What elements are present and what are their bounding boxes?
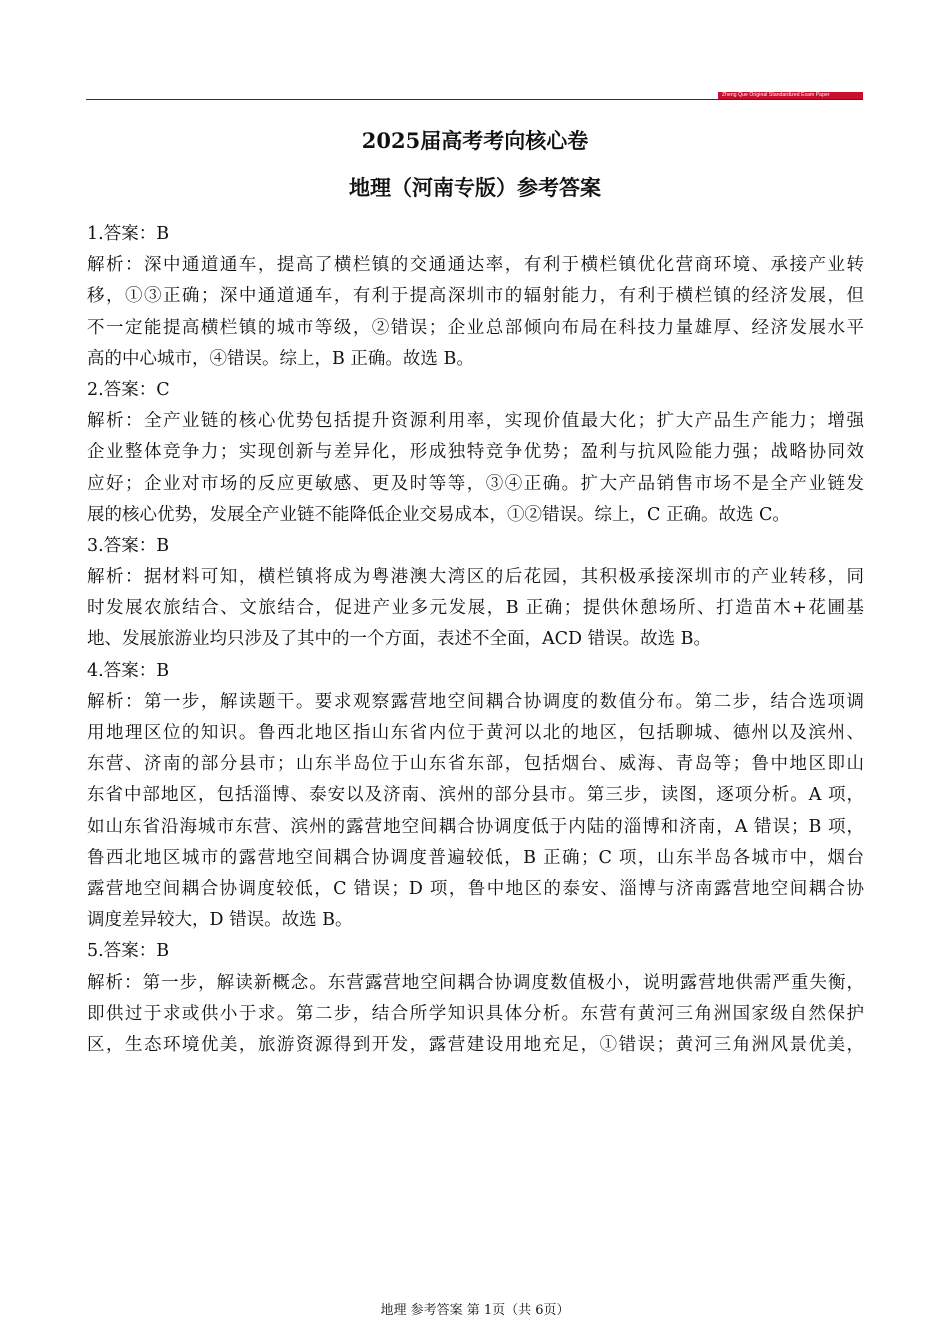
- text-line: 东省中部地区，包括淄博、泰安以及济南、滨州的部分县市。第三步，读图，逐项分析。A 项，: [87, 785, 864, 806]
- answer-body: [87, 219, 864, 1061]
- text-line: 调度差异较大，D 错误。故选 B。: [87, 910, 353, 931]
- page-footer: 地理 参考答案 第 1页（共 6页）: [380, 1303, 570, 1318]
- header-rule: [86, 99, 863, 100]
- text-line: 解析：第一步，解读题干。要求观察露营地空间耦合协调度的数值分布。第二步，结合选项调: [87, 691, 864, 712]
- answer-heading-4: 4.答案：B: [87, 660, 170, 681]
- answer-heading-2: 2.答案：C: [87, 379, 170, 400]
- text-line: 解析：深中通道通车，提高了横栏镇的交通通达率，有利于横栏镇优化营商环境、承接产业转: [87, 255, 864, 276]
- text-line: 解析：第一步，解读新概念。东营露营地空间耦合协调度数值极小，说明露营地供需严重失衡，: [87, 972, 864, 993]
- answer-heading-5: 5.答案：B: [87, 941, 170, 962]
- text-line: 移，①③正确；深中通道通车，有利于提高深圳市的辐射能力，有利于横栏镇的经济发展，但: [87, 286, 864, 307]
- text-line: 即供过于求或供小于求。第二步，结合所学知识具体分析。东营有黄河三角洲国家级自然保护: [87, 1003, 864, 1024]
- text-line: 用地理区位的知识。鲁西北地区指山东省内位于黄河以北的地区，包括聊城、德州以及滨州、: [87, 723, 864, 743]
- text-line: 展的核心优势，发展全产业链不能降低企业交易成本，①②错误。综上，C 正确。故选 C。: [87, 504, 790, 525]
- text-line: 时发展农旅结合、文旅结合，促进产业多元发展，B 正确；提供休憩场所、打造苗木+花圃基: [87, 598, 864, 619]
- text-line: 应好；企业对市场的反应更敏感、更及时等等，③④正确。扩大产品销售市场不是全产业链发: [87, 473, 864, 494]
- text-line: 企业整体竞争力；实现创新与差异化，形成独特竞争优势；盈利与抗风险能力强；战略协同效: [87, 442, 864, 463]
- page-title: 2025届高考考向核心卷: [361, 128, 589, 153]
- text-line: 东营、济南的部分县市；山东半岛位于山东省东部，包括烟台、威海、青岛等；鲁中地区即山: [87, 754, 864, 775]
- page-subtitle: 地理（河南专版）参考答案: [349, 175, 601, 200]
- answer-heading-3: 3.答案：B: [87, 535, 170, 556]
- text-line: 解析：据材料可知，横栏镇将成为粤港澳大湾区的后花园，其积极承接深圳市的产业转移，同: [87, 567, 864, 588]
- answer-heading-1: 1.答案：B: [87, 224, 170, 244]
- header-banner: [718, 92, 863, 99]
- text-line: 解析：全产业链的核心优势包括提升资源利用率，实现价值最大化；扩大产品生产能力；增强: [87, 411, 864, 432]
- text-line: 露营地空间耦合协调度较低，C 错误；D 项，鲁中地区的泰安、淄博与济南露营地空间耦合协: [87, 878, 864, 899]
- header-banner-text: Zheng Que Original Standardized Exam Paper: [722, 92, 830, 98]
- text-line: 地、发展旅游业均只涉及了其中的一个方面，表述不全面，ACD 错误。故选 B。: [87, 629, 712, 650]
- text-line: 高的中心城市，④错误。综上，B 正确。故选 B。: [87, 348, 474, 369]
- text-line: 鲁西北地区城市的露营地空间耦合协调度普遍较低，B 正确；C 项，山东半岛各城市中，烟台: [87, 847, 864, 868]
- text-line: 区，生态环境优美，旅游资源得到开发，露营建设用地充足，①错误；黄河三角洲风景优美，: [87, 1034, 864, 1055]
- text-line: 不一定能提高横栏镇的城市等级，②错误；企业总部倾向布局在科技力量雄厚、经济发展水平: [87, 317, 864, 338]
- text-line: 如山东省沿海城市东营、滨州的露营地空间耦合协调度低于内陆的淄博和济南，A 错误；B 项，: [87, 816, 864, 837]
